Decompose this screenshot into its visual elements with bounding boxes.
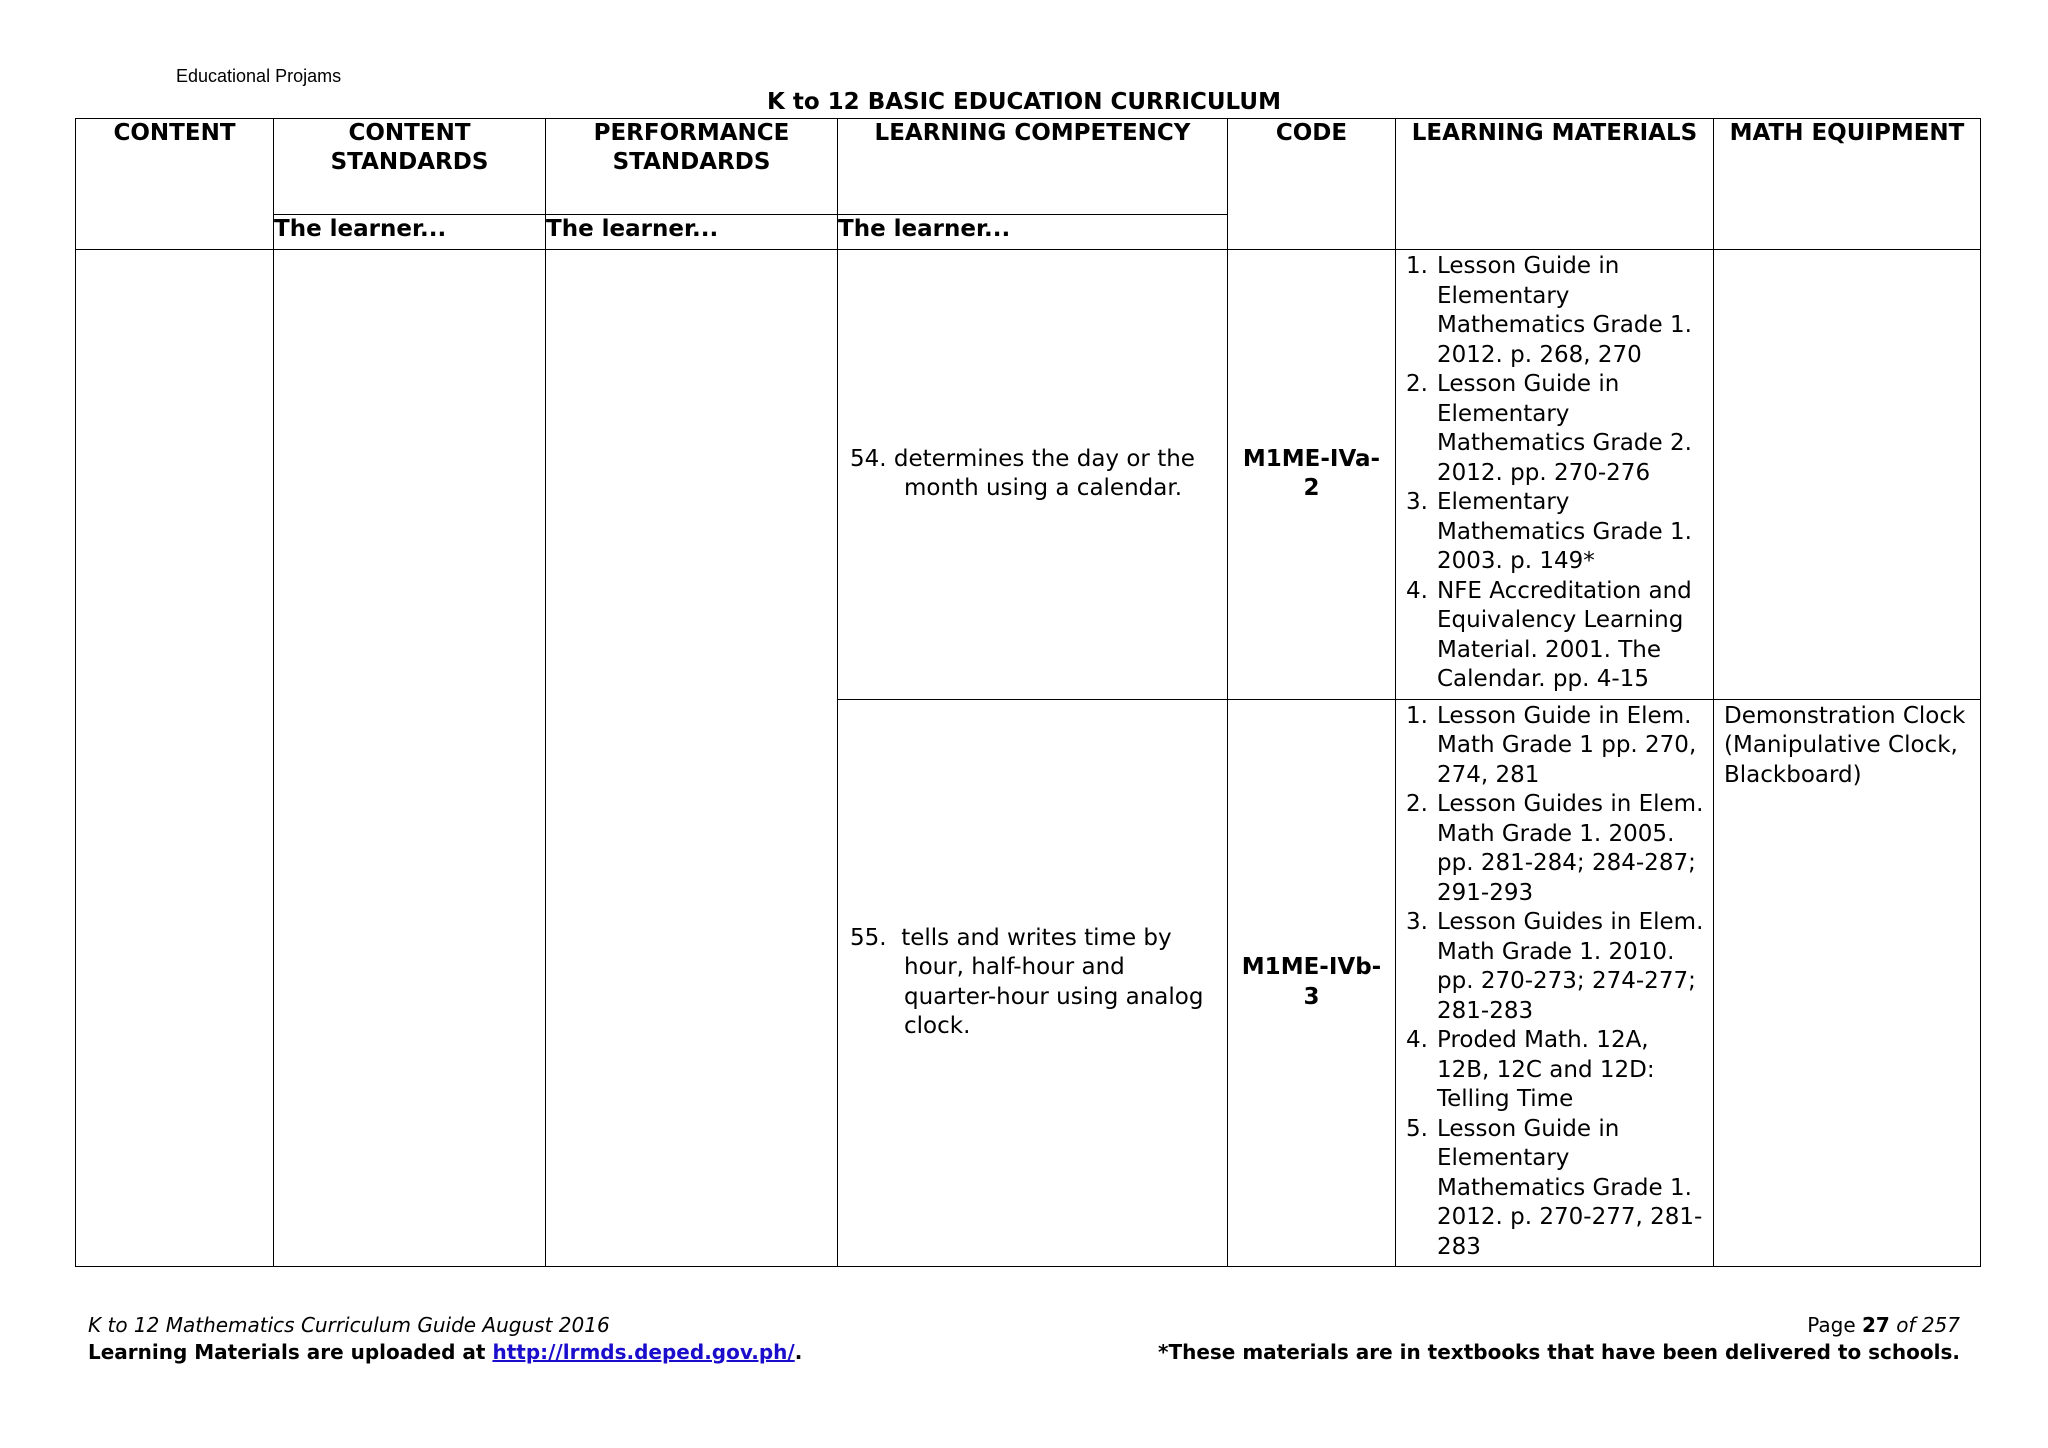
header-content-standards: CONTENT STANDARDS xyxy=(274,119,546,215)
competency-cell xyxy=(838,250,1228,700)
competency-cell xyxy=(838,699,1228,1267)
list-item: 3. Lesson Guides in Elem. Math Grade 1. 2010. pp. 270-273; 274-277; 281-283 xyxy=(1406,909,1704,1024)
materials-list xyxy=(1404,252,1707,695)
header-note: Educational Projams xyxy=(176,66,342,86)
competency-code: M1ME-IVb-3 xyxy=(1241,954,1382,1010)
performance-standards-cell xyxy=(546,250,838,1267)
page-indicator xyxy=(1158,1312,1960,1339)
header-performance-standards: PERFORMANCE STANDARDS xyxy=(546,119,838,215)
table-row xyxy=(76,250,1981,700)
equipment-cell xyxy=(1714,699,1981,1267)
equipment-text: Demonstration Clock (Manipulative Clock, Blackboard) xyxy=(1724,702,1966,788)
list-item: 1. Lesson Guide in Elem. Math Grade 1 pp. 270, 274, 281 xyxy=(1406,702,1697,788)
footer-right xyxy=(1158,1312,1960,1366)
list-item: 5. Lesson Guide in Elementary Mathematics Grade 1. 2012. p. 270-277, 281-283 xyxy=(1406,1115,1703,1260)
list-item: 4. NFE Accreditation and Equivalency Learning Material. 2001. The Calendar. pp. 4-15 xyxy=(1406,577,1692,692)
header-learning-materials: LEARNING MATERIALS xyxy=(1396,119,1714,250)
list-item: 3. Elementary Mathematics Grade 1. 2003. p. 149* xyxy=(1406,489,1692,574)
materials-cell xyxy=(1396,699,1714,1267)
footer-left xyxy=(88,1312,802,1366)
learner-label: The learner... xyxy=(546,215,838,250)
competency-number: 54. xyxy=(850,445,887,472)
content-cell xyxy=(76,250,274,1267)
guide-title: K to 12 Mathematics Curriculum Guide August 2016 xyxy=(88,1313,610,1337)
page-number: 27 xyxy=(1861,1313,1890,1337)
lrmds-link[interactable]: http://lrmds.deped.gov.ph/ xyxy=(492,1340,795,1364)
header-learning-competency: LEARNING COMPETENCY xyxy=(838,119,1228,215)
page-total: of 257 xyxy=(1896,1313,1960,1337)
list-item: 2. Lesson Guide in Elementary Mathematics Grade 2. 2012. pp. 270-276 xyxy=(1406,371,1692,486)
materials-list xyxy=(1404,702,1707,1263)
header-code: CODE xyxy=(1228,119,1396,250)
header-math-equipment: MATH EQUIPMENT xyxy=(1714,119,1981,250)
code-cell xyxy=(1228,699,1396,1267)
header-content: CONTENT xyxy=(76,119,274,250)
page-label: Page xyxy=(1807,1313,1856,1337)
materials-cell xyxy=(1396,250,1714,700)
content-standards-cell xyxy=(274,250,546,1267)
competency-text: determines the day or the month using a calendar. xyxy=(893,445,1195,502)
competency-code: M1ME-IVa-2 xyxy=(1242,445,1381,502)
textbook-note: *These materials are in textbooks that have been delivered to schools. xyxy=(1158,1340,1960,1364)
learner-label: The learner... xyxy=(838,215,1228,250)
curriculum-table xyxy=(75,118,1981,1267)
equipment-cell xyxy=(1714,250,1981,700)
competency-text: tells and writes time by hour, half-hour and quarter-hour using analog clock. xyxy=(901,924,1204,1040)
upload-note: Learning Materials are uploaded at http://lrmds.deped.gov.ph/. xyxy=(88,1340,803,1364)
code-cell xyxy=(1228,250,1396,700)
list-item: 2. Lesson Guides in Elem. Math Grade 1. 2005. pp. 281-284; 284-287; 291-293 xyxy=(1406,791,1704,906)
learner-label: The learner... xyxy=(274,215,546,250)
competency-number: 55. xyxy=(850,924,887,951)
list-item: 4. Proded Math. 12A, 12B, 12C and 12D: Telling Time xyxy=(1406,1027,1655,1112)
page-title: K to 12 BASIC EDUCATION CURRICULUM xyxy=(767,89,1281,115)
list-item: 1. Lesson Guide in Elementary Mathematics Grade 1. 2012. p. 268, 270 xyxy=(1406,253,1692,368)
